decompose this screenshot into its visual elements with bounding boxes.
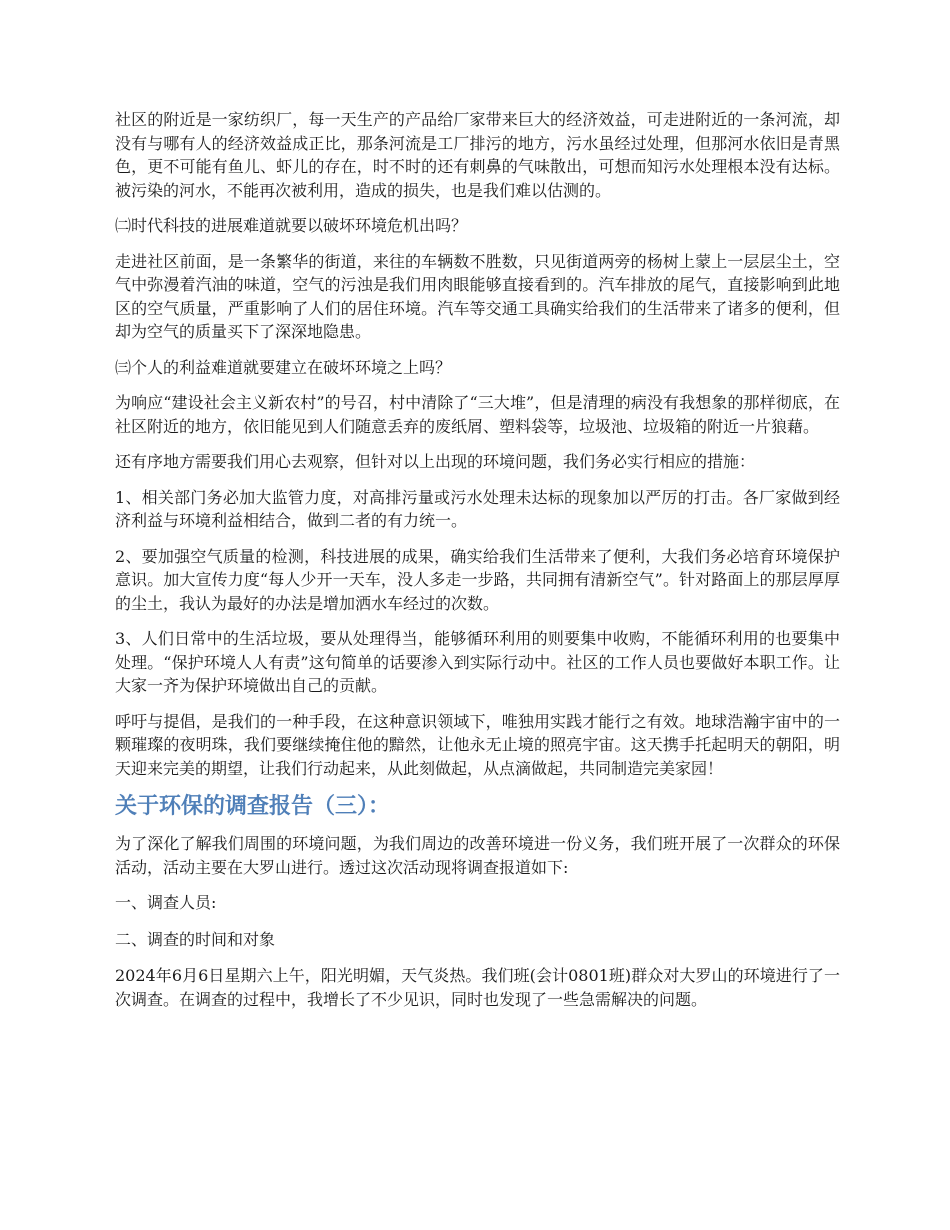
paragraph-measures-intro: 还有序地方需要我们用心去观察，但针对以上出现的环境问题，我们务必实行相应的措施： — [115, 452, 756, 471]
subheading-personal-interest: ㈢个人的利益难道就要建立在破坏环境之上吗？ — [115, 357, 452, 377]
document-page — [115, 108, 840, 1023]
paragraph-new-countryside: 为响应“建设社会主义新农村”的号召，村中清除了“三大堆”，但是清理的病没有我想象的那样彻底，在社区附近的地方，依旧能见到人们随意丢弃的废纸屑、塑料袋等，垃圾池、垃圾箱的附近一片狼藉。 — [115, 393, 840, 436]
paragraph-investigators: 一、调查人员: — [115, 893, 217, 912]
paragraph-time-and-subject: 二、调查的时间和对象 — [115, 929, 276, 949]
paragraph-textile-factory: 社区的附近是一家纺织厂，每一天生产的产品给厂家带来巨大的经济效益，可走进附近的一条河流，却没有与哪有人的经济效益成正比，那条河流是工厂排污的地方，污水虽经过处理，但那河水依旧是青黑色，更不可能有鱼儿、虾儿的存在，时不时的还有刺鼻的气味散出，可想而知污水处理根本没有达标。被污染的河水，不能再次被利用，造成的损失，也是我们难以估测的。 — [115, 110, 840, 200]
paragraph-measure-2: 2、要加强空气质量的检测，科技进展的成果，确实给我们生活带来了便利，大我们务必培育环境保护意识。加大宣传力度“每人少开一天车，没人多走一步路，共同拥有清新空气”。针对路面上的那层厚厚的尘土，我认为最好的办法是增加洒水车经过的次数。 — [115, 546, 840, 613]
paragraph-report-intro: 为了深化了解我们周围的环境问题，为我们周边的改善环境进一份义务，我们班开展了一次群众的环保活动，活动主要在大罗山进行。透过这次活动现将调查报道如下: — [115, 834, 840, 877]
paragraph-measure-3: 3、人们日常中的生活垃圾，要从处理得当，能够循环利用的则要集中收购，不能循环利用的也要集中处理。“保护环境人人有责”这句简单的话要渗入到实际行动中。社区的工作人员也要做好本职工作。让大家一齐为保护环境做出自己的贡献。 — [115, 629, 840, 695]
section-heading: 关于环保的调查报告（三）： — [115, 794, 391, 819]
paragraph-measure-1: 1、相关部门务必加大监管力度，对高排污量或污水处理未达标的现象加以严厉的打击。各厂家做到经济利益与环境利益相结合，做到二者的有力统一。 — [115, 487, 840, 530]
paragraph-investigation-date: 2024年6月6日星期六上午，阳光明媚，天气炎热。我们班(会计0801班)群众对大罗山的环境进行了一次调查。在调查的过程中，我增长了不少见识，同时也发现了一些急需解决的问题。 — [115, 966, 840, 1009]
paragraph-street-traffic: 走进社区前面，是一条繁华的街道，来往的车辆数不胜数，只见街道两旁的杨树上蒙上一层层尘土，空气中弥漫着汽油的味道，空气的污浊是我们用肉眼能够直接看到的。汽车排放的尾气，直接影响到此地区的空气质量，严重影响了人们的居住环境。汽车等交通工具确实给我们的生活带来了诸多的便利，但却为空气的质量买下了深深地隐患。 — [115, 251, 840, 341]
subheading-technology: ㈡时代科技的进展难道就要以破坏环境危机出吗？ — [115, 216, 468, 235]
paragraph-call-to-action: 呼吁与提倡，是我们的一种手段，在这种意识领域下，唯独用实践才能行之有效。地球浩瀚宇宙中的一颗璀璨的夜明珠，我们要继续掩住他的黯然，让他永无止境的照亮宇宙。这天携手托起明天的朝阳，明天迎来完美的期望，让我们行动起来，从此刻做起，从点滴做起，共同制造完美家园！ — [115, 711, 840, 778]
